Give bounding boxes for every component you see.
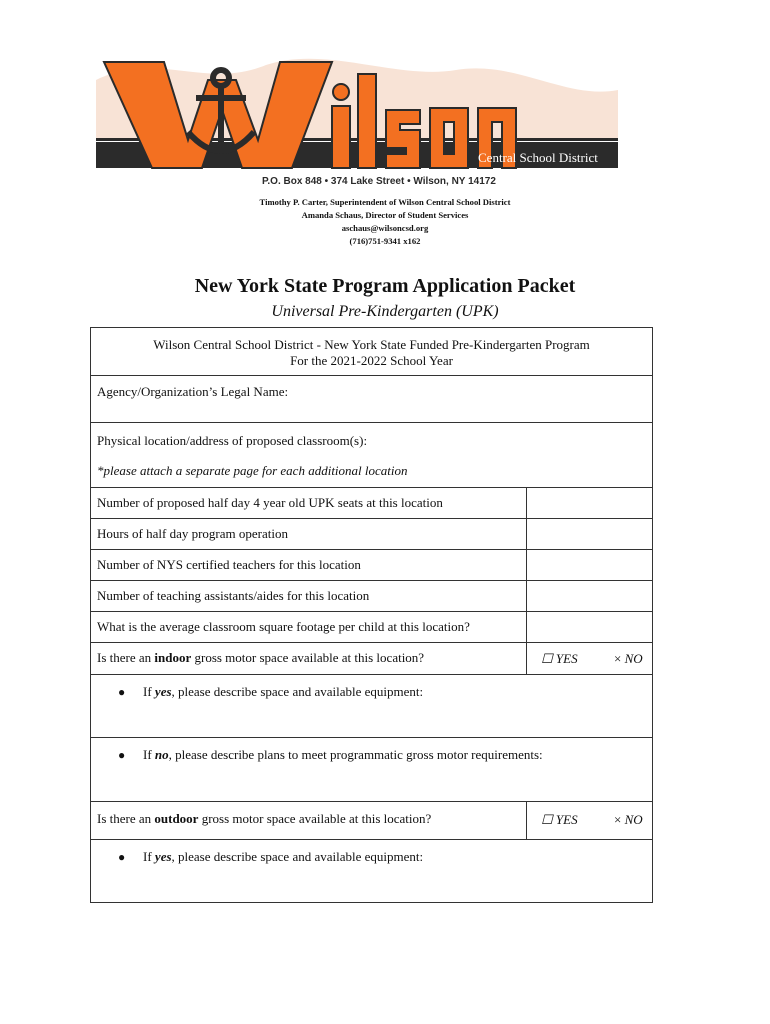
page-subtitle: Universal Pre-Kindergarten (UPK) — [271, 303, 499, 320]
outdoor-yes-description-field[interactable]: ● If yes, please describe space and available equipment: — [118, 849, 424, 864]
seats-row: Number of proposed half day 4 year old UPK seats at this location — [91, 488, 652, 519]
x-mark-icon: × — [614, 651, 622, 666]
indoor-yes-description-field[interactable]: ● If yes, please describe space and available equipment: — [91, 675, 652, 738]
hours-answer-cell[interactable] — [527, 519, 652, 549]
bullet-icon: ● — [118, 850, 126, 864]
x-mark-icon: × — [614, 812, 622, 827]
checkbox-icon: ☐ — [541, 812, 553, 827]
sqft-row: What is the average classroom square footage per child at this location? — [91, 612, 652, 643]
assistants-answer-cell[interactable] — [527, 581, 652, 611]
indoor-yes-option[interactable]: ☐ YES — [541, 651, 578, 666]
sqft-answer-cell[interactable] — [527, 612, 652, 642]
legal-name-field[interactable]: Agency/Organization’s Legal Name: — [91, 376, 652, 423]
outdoor-yes-option[interactable]: ☐ YES — [541, 812, 578, 827]
hours-row: Hours of half day program operation — [91, 519, 652, 550]
checkbox-icon: ☐ — [541, 651, 553, 666]
outdoor-no-option[interactable]: × NO — [614, 812, 643, 827]
assistants-row: Number of teaching assistants/aides for this location — [91, 581, 652, 612]
teachers-answer-cell[interactable] — [527, 550, 652, 580]
page-title: New York State Program Application Packet — [194, 275, 576, 297]
wilson-csd-logo — [96, 40, 618, 190]
contact-line: Timothy P. Carter, Superintendent of Wilson Central School District — [259, 197, 511, 207]
physical-location-field[interactable]: Physical location/address of proposed classroom(s): *please attach a separate page for each additional location — [91, 423, 652, 488]
contact-email[interactable]: aschaus@wilsoncsd.org — [341, 223, 429, 233]
bullet-icon: ● — [118, 748, 126, 762]
outdoor-question-row: Is there an outdoor gross motor space available at this location? ☐ YES × NO — [91, 802, 652, 840]
form-heading: Wilson Central School District - New York State Funded Pre-Kindergarten Program For the 2021-2022 School Year — [91, 328, 652, 376]
indoor-no-description-field[interactable]: ● If no, please describe plans to meet programmatic gross motor requirements: — [91, 738, 652, 802]
seats-answer-cell[interactable] — [527, 488, 652, 518]
svg-text:P.O. Box 848 • 374 Lake Street: P.O. Box 848 • 374 Lake Street • Wilson, NY 14172 — [262, 176, 496, 187]
bullet-icon: ● — [118, 685, 126, 699]
teachers-row: Number of NYS certified teachers for this location — [91, 550, 652, 581]
indoor-no-option[interactable]: × NO — [614, 651, 643, 666]
indoor-question-row: Is there an indoor gross motor space available at this location? ☐ YES × NO — [91, 643, 652, 675]
application-form — [90, 327, 653, 903]
contact-phone: (716)751-9341 x162 — [349, 236, 421, 246]
svg-text:Central School District: Central School District — [478, 150, 598, 165]
contact-line: Amanda Schaus, Director of Student Services — [301, 210, 469, 220]
